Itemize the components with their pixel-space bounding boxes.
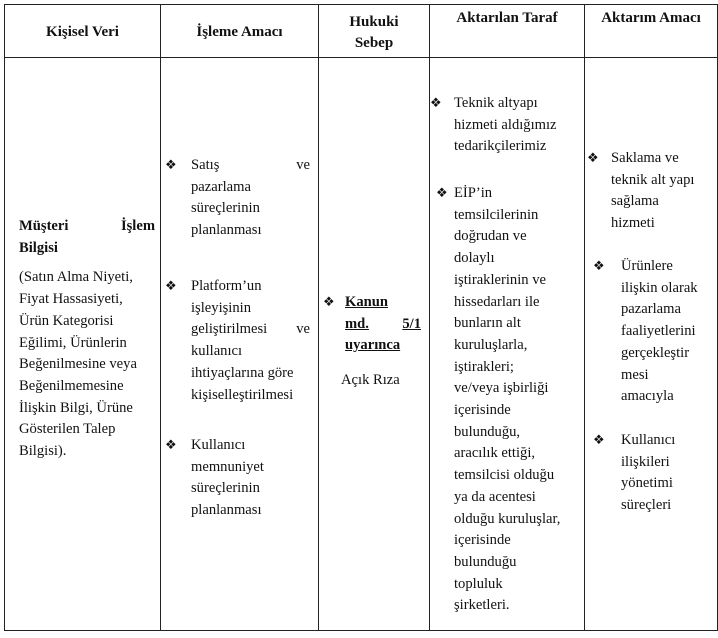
transfer-item-3: Kullanıcı ilişkileri yönetimi süreçleri [621,432,676,514]
purpose-item-3: Kullanıcı memnuniyet süreçlerinin planlanması [191,437,264,519]
category-description: (Satın Alma Niyeti, Fiyat Hassasiyeti, Ürün Kategorisi Eğilimi, Ürünlerin Beğenilmesine veya Beğenilmemesine İlişkin Bilgi, Ürüne Gösterilen Talep Bilgisi). [19,269,137,460]
bullet-icon: ❖ [165,437,177,452]
processing-purpose-cell [161,58,319,631]
legal-article: Kanun md. 5/1 uyarınca [345,294,421,354]
body-row [5,58,718,631]
justified-word: geliştirilmesi [191,321,268,338]
justified-word: md. [345,315,369,332]
bullet-icon: ❖ [323,294,335,309]
category-title-line2: Bilgisi [19,239,58,256]
bullet-icon: ❖ [165,278,177,293]
bullet-icon: ❖ [430,95,442,110]
header-transferred-party: Aktarılan Taraf [430,5,585,58]
header-transfer-purpose: Aktarım Amacı [585,5,718,58]
data-processing-table [4,4,718,631]
transfer-item-1: Saklama ve teknik alt yapı sağlama hizmeti [611,150,695,232]
category-title: Müşteri İşlem [19,218,155,234]
header-processing-purpose: İşleme Amacı [161,5,319,58]
justified-word: 5/1 [402,315,421,332]
transfer-purpose-cell [585,58,718,631]
bullet-icon: ❖ [165,157,177,172]
purpose-item-2: Platform’un işleyişinin geliştirilmesi ve kullanıcı ihtiyaçlarına göre kişiselleştirilmesi [191,278,310,403]
transfer-item-2: Ürünlere ilişkin olarak pazarlama faaliyetlerini gerçekleştir mesi amacıyla [621,258,698,405]
header-personal-data: Kişisel Veri [5,5,161,58]
purpose-item-1: Satış ve pazarlama süreçlerinin planlanması [191,157,310,239]
bullet-icon: ❖ [436,185,448,200]
header-legal-basis: Hukuki Sebep [319,5,430,58]
justified-word: ve [296,157,310,173]
bullet-icon: ❖ [593,432,605,447]
bullet-icon: ❖ [593,258,605,273]
party-item-1: Teknik altyapı hizmeti aldığımız tedarikçilerimiz [454,95,557,155]
justified-word: Satış [191,157,220,173]
header-row [5,5,718,58]
justified-word: ve [296,321,310,338]
party-item-2: EİP’in temsilcilerinin doğrudan ve dolaylı iştiraklerinin ve hissedarları ile bunların alt kuruluşlarla, iştirakleri; ve/veya işbirliği içerisinde bulunduğu, aracılık ettiği, temsilcisi olduğu ya da acentesi olduğu kuruluşlar, içerisinde bulunduğu topluluk şirketleri. [454,185,561,614]
bullet-icon: ❖ [587,150,599,165]
explicit-consent: Açık Rıza [341,372,400,388]
legal-basis-cell [319,58,430,631]
personal-data-cell [5,58,161,631]
transferred-party-cell [430,58,585,631]
